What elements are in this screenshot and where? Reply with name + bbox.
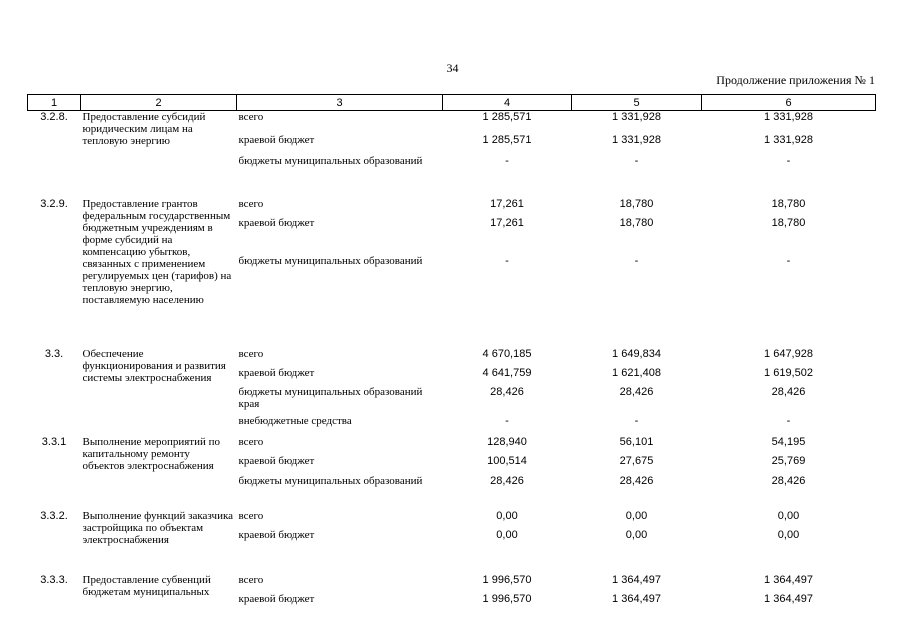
funding-source: всего [238,509,264,522]
table-row [28,111,876,134]
column-header: 3 [237,95,443,111]
amount-cell-5: 28,426 [619,385,654,398]
page-number: 34 [446,61,459,75]
amount-cell-6: 1 331,928 [764,111,813,123]
amount-cell-5: 1 364,497 [612,592,661,605]
amount-cell-4: 1 285,571 [482,133,532,146]
amount-cell-5: 0,00 [625,509,648,522]
amount-cell-4: - [505,154,509,167]
section-name: Предоставление субвенций бюджетам муниципальных [82,573,211,598]
amount-cell-4: 0,00 [496,509,518,522]
amount-cell-6: 0,00 [777,528,800,541]
amount-cell-6: 28,426 [771,474,806,487]
amount-cell-6: 25,769 [771,454,806,467]
amount-cell-4: 4 641,759 [482,366,532,379]
table-row [28,574,876,593]
table-row [28,510,876,529]
amount-cell-6: 1 331,928 [764,133,813,146]
amount-cell-6: 1 647,928 [764,347,813,360]
section-name: Выполнение функций заказчика застройщика по объектам электроснабжения [82,509,234,546]
section-number: 3.3.2. [40,509,68,522]
section-name: Обеспечение функционирования и развития системы электроснабжения [82,347,226,384]
funding-source: краевой бюджет [238,133,315,146]
amount-cell-5: - [634,414,639,427]
amount-cell-5: 1 364,497 [612,573,661,586]
amount-cell-6: 1 364,497 [764,573,813,586]
amount-cell-5: 1 331,928 [612,111,661,123]
amount-cell-6: - [786,154,791,167]
amount-cell-5: - [634,154,639,167]
column-header: 5 [572,95,702,111]
amount-cell-6: 1 364,497 [764,592,813,605]
funding-source: всего [238,347,264,360]
section-number: 3.2.9. [40,197,68,210]
header-row [28,95,876,111]
section-name: Предоставление субсидий юридическим лицам на тепловую энергию [82,111,206,147]
amount-cell-4: 1 285,571 [482,111,532,123]
amount-cell-4: 100,514 [487,454,527,467]
amount-cell-4: 128,940 [487,435,527,448]
amount-cell-4: 1 996,570 [482,592,532,605]
amount-cell-5: 56,101 [619,435,654,448]
amount-cell-5: 28,426 [619,474,654,487]
section-name: Выполнение мероприятий по капитальному ремонту объектов электроснабжения [82,435,221,472]
section-number: 3.3.1 [41,435,67,448]
amount-cell-6: 18,780 [771,216,806,229]
amount-cell-6: 54,195 [771,435,806,448]
amount-cell-5: 18,780 [619,216,654,229]
table-body [28,111,876,622]
section-number: 3.2.8. [40,111,68,123]
amount-cell-4: 28,426 [490,385,524,398]
table-row [28,436,876,455]
section-number: 3.3.3. [40,573,68,586]
funding-source: всего [238,197,264,210]
amount-cell-6: - [786,414,791,427]
funding-source: краевой бюджет [238,592,315,605]
funding-source: всего [238,435,264,448]
funding-source: всего [238,111,264,123]
amount-cell-4: 17,261 [490,197,524,210]
table-row [28,348,876,367]
funding-source: краевой бюджет [238,366,315,379]
table-row [28,198,876,217]
amount-cell-6: - [786,254,791,267]
amount-cell-4: 17,261 [490,216,524,229]
amount-cell-4: 0,00 [496,528,518,541]
amount-cell-4: 28,426 [490,474,524,487]
budget-table [27,94,876,622]
section-name: Предоставление грантов федеральным государственным бюджетным учреждениям в форме субсидий на компенсацию убытков, связанных с применением регулируемых цен (тарифов) на тепловую энергию, поставляемую населению [82,197,232,306]
amount-cell-4: 1 996,570 [482,573,532,586]
section-number: 3.3. [44,347,64,360]
amount-cell-5: 1 331,928 [612,133,661,146]
funding-source: бюджеты муниципальных образований края [238,385,423,410]
amount-cell-4: 4 670,185 [482,347,532,360]
amount-cell-5: 18,780 [619,197,654,210]
funding-source: бюджеты муниципальных образований [238,474,423,487]
amount-cell-5: 0,00 [625,528,648,541]
funding-source: бюджеты муниципальных образований [238,154,423,167]
funding-source: бюджеты муниципальных образований [238,254,423,267]
amount-cell-6: 28,426 [771,385,806,398]
funding-source: краевой бюджет [238,528,315,541]
funding-source: краевой бюджет [238,454,315,467]
continuation-label: Продолжение приложения № 1 [716,73,875,87]
amount-cell-5: - [634,254,639,267]
amount-cell-4: - [505,254,509,267]
column-header: 4 [443,95,572,111]
amount-cell-5: 27,675 [619,454,654,467]
funding-source: краевой бюджет [238,216,315,229]
column-header: 2 [81,95,237,111]
column-header: 1 [28,95,81,111]
amount-cell-6: 0,00 [777,509,800,522]
amount-cell-4: - [505,414,509,427]
column-header: 6 [702,95,876,111]
amount-cell-6: 1 619,502 [764,366,813,379]
amount-cell-5: 1 649,834 [612,347,661,360]
funding-source: внебюджетные средства [238,414,352,427]
amount-cell-6: 18,780 [771,197,806,210]
amount-cell-5: 1 621,408 [612,366,661,379]
funding-source: всего [238,573,264,586]
